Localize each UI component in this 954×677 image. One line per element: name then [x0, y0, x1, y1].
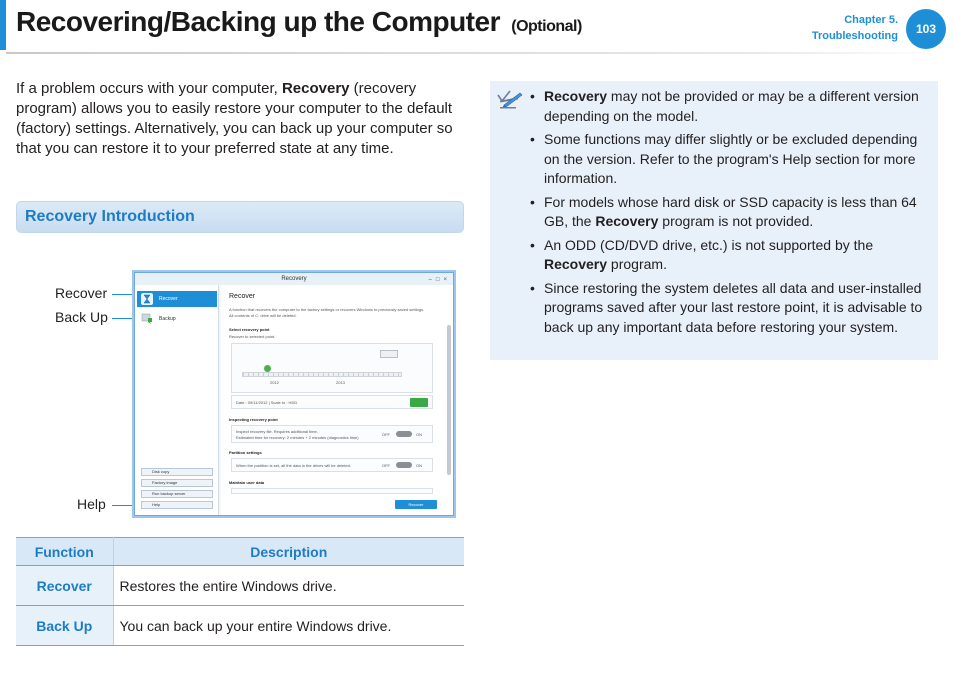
chapter-name: Troubleshooting: [811, 30, 898, 42]
window-title: Recovery: [281, 276, 307, 282]
window-main-panel: [221, 285, 453, 515]
partition-toggle[interactable]: [396, 462, 412, 468]
page-title-suffix: (Optional): [511, 18, 582, 35]
page-title: [16, 6, 582, 38]
title-accent-bar: [0, 0, 6, 50]
run-backup-server-button[interactable]: Run backup server: [141, 490, 213, 498]
callout-help-label: Help: [77, 496, 106, 512]
timeline-slider[interactable]: [242, 372, 402, 377]
window-controls[interactable]: –□×: [428, 277, 451, 283]
note-text: may not be provided or may be a different version depending on the model.: [544, 88, 919, 124]
note-text: program.: [607, 256, 667, 272]
note-bold: Recovery: [595, 213, 659, 229]
note-bold: Recovery: [544, 88, 608, 104]
page-header: [0, 0, 954, 56]
backup-arrow-icon: [141, 313, 153, 325]
confirm-point-button[interactable]: [410, 398, 428, 407]
help-button[interactable]: Help: [141, 501, 213, 509]
note-bold: Recovery: [544, 256, 608, 272]
inspecting-on-label: ON: [416, 432, 422, 437]
inspecting-label: Inspecting recovery point: [229, 417, 278, 422]
section-heading: [16, 201, 464, 233]
table-row: [16, 566, 464, 606]
main-panel-desc-2: All contents of C: drive will be deleted.: [229, 313, 297, 318]
table-header-row: [16, 538, 464, 566]
callout-recover-label: Recover: [55, 285, 108, 301]
factory-image-button[interactable]: Factory image: [141, 479, 213, 487]
list-item: [528, 193, 928, 232]
chapter-number: Chapter 5.: [844, 14, 898, 26]
note-text: Some functions may differ slightly or be excluded depending on the version. Refer to the program's Help section for more information.: [544, 131, 918, 186]
table-header-description: Description: [113, 538, 464, 566]
table-header-function: Function: [16, 538, 113, 566]
page-number-badge: 103: [906, 9, 946, 49]
table-cell-function: Recover: [16, 566, 113, 606]
section-heading-text: Recovery Introduction: [25, 208, 195, 225]
sidebar-item-label: Recover: [159, 296, 178, 302]
inspecting-desc-2: Estimated time for recovery: 2 minutes + 2 minutes (diagnostics time): [236, 435, 359, 440]
partition-desc: When the partition is set, all the data in the drives will be deleted.: [236, 463, 351, 468]
table-cell-description: Restores the entire Windows drive.: [113, 566, 464, 606]
note-pencil-icon: [496, 87, 524, 111]
timeline-box[interactable]: [231, 343, 433, 393]
title-divider: [6, 52, 946, 54]
window-sidebar: [135, 285, 219, 515]
recovery-window-screenshot: [134, 272, 454, 516]
callout-backup-label: Back Up: [55, 309, 108, 325]
partition-off-label: OFF: [382, 463, 390, 468]
sidebar-item-backup[interactable]: [137, 311, 217, 327]
sidebar-item-recover[interactable]: [137, 291, 217, 307]
zoom-control[interactable]: [380, 350, 398, 358]
note-text: An ODD (CD/DVD drive, etc.) is not supported by the: [544, 236, 874, 253]
note-text: Since restoring the system deletes all data and user-installed programs saved after your last restore point, it is advisable to back up any important data before restoring your system.: [544, 279, 923, 335]
table-cell-description: You can back up your entire Windows drive.: [113, 606, 464, 646]
notes-list: [528, 87, 928, 341]
page-title-text: Recovering/Backing up the Computer: [16, 6, 500, 37]
maintain-box: [231, 488, 433, 494]
table-row: [16, 606, 464, 646]
partition-label: Partition settings: [229, 450, 262, 455]
list-item: [528, 87, 928, 126]
notes-box: [490, 81, 938, 360]
maintain-label: Maintain user data: [229, 480, 265, 485]
scrollbar[interactable]: [447, 325, 451, 475]
date-row: [231, 395, 433, 409]
sidebar-item-label: Backup: [159, 316, 176, 322]
recover-button[interactable]: Recover: [395, 500, 437, 509]
main-panel-desc-1: A function that recovers the computer to the factory settings or recovers Windows to previously saved settings.: [229, 307, 425, 312]
function-table: [16, 537, 464, 646]
intro-bold: Recovery: [281, 80, 350, 97]
inspecting-off-label: OFF: [382, 432, 390, 437]
intro-paragraph: [16, 79, 466, 159]
partition-on-label: ON: [416, 463, 422, 468]
note-text: For models whose hard disk or SSD capacity is less than 64 GB, the: [544, 193, 917, 229]
list-item: [528, 279, 928, 338]
intro-pre: If a problem occurs with your computer,: [16, 80, 282, 97]
main-panel-title: Recover: [229, 293, 256, 300]
list-item: [528, 130, 928, 189]
intro-post: (recovery program) allows you to easily restore your computer to the default (factory) settings. Alternatively, you can back up your computer so that you can restore it to your preferred state at any time.: [16, 80, 453, 157]
chapter-label: [812, 12, 898, 44]
note-text: program is not provided.: [658, 213, 814, 229]
inspecting-desc-1: Inspect recovery file. Requires additional time.: [236, 429, 318, 434]
window-titlebar: [135, 273, 453, 285]
inspecting-toggle[interactable]: [396, 431, 412, 437]
timeline-year-b: 2013: [336, 380, 345, 385]
inspecting-box: [231, 425, 433, 443]
list-item: [528, 236, 928, 275]
select-point-label: Select recovery point: [229, 327, 270, 332]
timeline-year-a: 2012: [270, 380, 279, 385]
table-cell-function: Back Up: [16, 606, 113, 646]
hourglass-icon: [141, 293, 153, 305]
timeline-marker-icon[interactable]: [264, 365, 271, 372]
disk-copy-button[interactable]: Disk copy: [141, 468, 213, 476]
date-line: Date : 09/11/2012 | Scale to : HDD: [236, 400, 298, 405]
recover-to-label: Recover to selected point.: [229, 334, 276, 339]
partition-box: [231, 458, 433, 472]
